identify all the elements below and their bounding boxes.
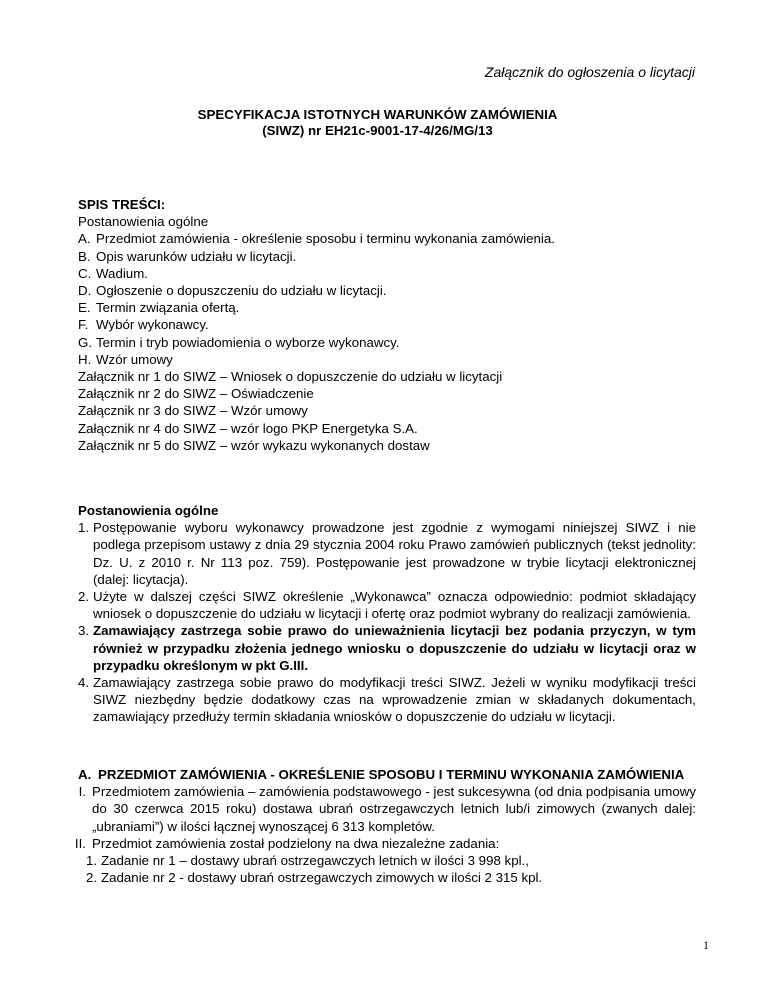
toc-item: D. Ogłoszenie o dopuszczeniu do udziału w licytacji.: [78, 283, 387, 299]
list-item: 2. Użyte w dalszej części SIWZ określenie „Wykonawca” oznacza odpowiednio: podmiot składający wniosek o dopuszczenie do udziału w licytacji i ofertę oraz podmiot wybrany do realizacji zamówienia.: [78, 589, 696, 622]
sub-item: 2. Zadanie nr 2 - dostawy ubrań ostrzegawczych zimowych w ilości 2 315 kpl.: [86, 870, 543, 886]
list-item: 1. Postępowanie wyboru wykonawcy prowadzone jest zgodnie z wymogami niniejszej SIWZ i nie podlega przepisom ustawy z dnia 29 stycznia 2004 roku Prawo zamówień publicznych (tekst jednolity: Dz. U. z 2010 r. Nr 113 poz. 759). Postępowanie jest prowadzone w trybie licytacji elektronicznej (dalej: licytacja).: [78, 520, 696, 587]
general-provisions: [78, 502, 696, 726]
toc-heading: SPIS TREŚCI:: [78, 197, 166, 212]
toc-item: F. Wybór wykonawcy.: [78, 317, 209, 333]
toc-item: E. Termin związania ofertą.: [78, 300, 240, 316]
toc-item: H. Wzór umowy: [78, 351, 173, 367]
section-a: [74, 766, 696, 886]
toc-item: G. Termin i tryb powiadomienia o wyborze wykonawcy.: [78, 334, 400, 350]
general-heading: Postanowienia ogólne: [78, 503, 219, 518]
toc-annex: Załącznik nr 3 do SIWZ – Wzór umowy: [78, 403, 308, 419]
title-line-2: (SIWZ) nr EH21c-9001-17-4/26/MG/13: [262, 123, 493, 138]
list-item: I. Przedmiotem zamówienia – zamówienia podstawowego - jest sukcesywna (od dnia podpisania umowy do 30 czerwca 2015 roku) dostawa ubrań ostrzegawczych letnich lub/i zimowych (zwanych dalej: „ubraniami”) w ilości łącznej wynoszącej 6 313 kompletów.: [78, 784, 696, 834]
toc-item: C. Wadium.: [78, 265, 148, 281]
toc-annex: Załącznik nr 1 do SIWZ – Wniosek o dopuszczenie do udziału w licytacji: [78, 369, 503, 385]
document-title: [60, 107, 695, 139]
section-a-heading: A. PRZEDMIOT ZAMÓWIENIA - OKREŚLENIE SPOSOBU I TERMINU WYKONANIA ZAMÓWIENIA: [78, 767, 685, 782]
sub-item: 1. Zadanie nr 1 – dostawy ubrań ostrzegawczych letnich w ilości 3 998 kpl.,: [86, 853, 529, 869]
toc-annex: Załącznik nr 5 do SIWZ – wzór wykazu wykonanych dostaw: [78, 437, 430, 453]
toc-item: A. Przedmiot zamówienia - określenie sposobu i terminu wykonania zamówienia.: [78, 231, 555, 247]
toc-annex: Załącznik nr 2 do SIWZ – Oświadczenie: [78, 386, 314, 402]
title-line-1: SPECYFIKACJA ISTOTNYCH WARUNKÓW ZAMÓWIENIA: [197, 107, 558, 122]
list-item: II. Przedmiot zamówienia został podzielony na dwa niezależne zadania:: [74, 835, 500, 851]
annex-note: Załącznik do ogłoszenia o licytacji: [484, 64, 695, 80]
list-item: 4. Zamawiający zastrzega sobie prawo do modyfikacji treści SIWZ. Jeżeli w wyniku modyfikacji treści SIWZ niezbędny będzie dodatkowy czas na wprowadzenie zmian w składanych dokumentach, zamawiający przedłuży termin składania wniosków o dopuszczenie do udziału w licytacji.: [78, 675, 696, 725]
toc-item: B. Opis warunków udziału w licytacji.: [78, 248, 297, 264]
page-number: 1: [703, 938, 709, 952]
table-of-contents: [78, 196, 696, 454]
list-item: 3. Zamawiający zastrzega sobie prawo do unieważnienia licytacji bez podania przyczyn, w tym również w przypadku złożenia jednego wniosku o dopuszczenie do udziału w licytacji oraz w przypadku określonym w pkt G.III.: [78, 623, 696, 673]
toc-general: Postanowienia ogólne: [78, 214, 209, 230]
toc-annex: Załącznik nr 4 do SIWZ – wzór logo PKP Energetyka S.A.: [78, 420, 418, 436]
